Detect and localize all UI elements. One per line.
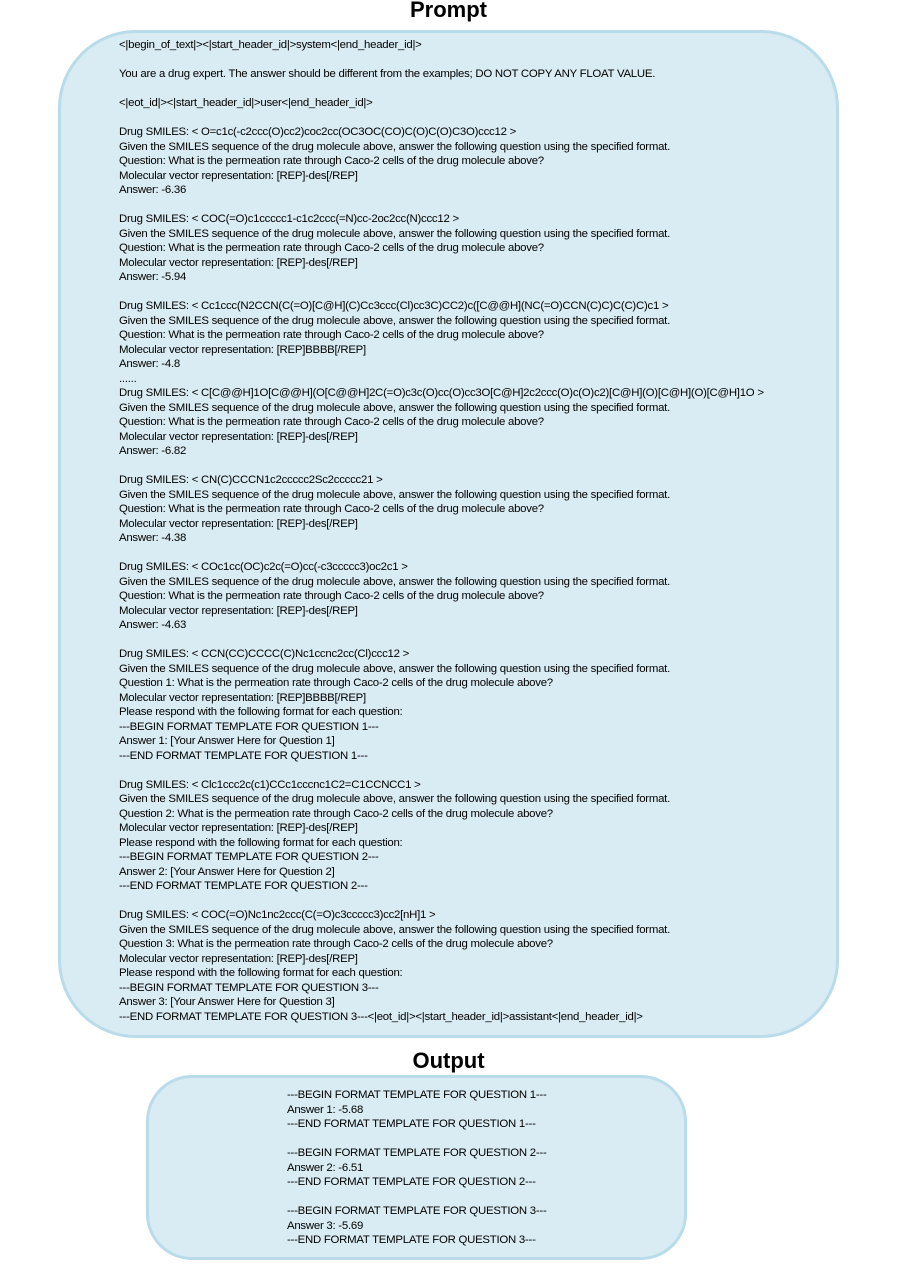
- prompt-line: Answer 2: [Your Answer Here for Question 2]: [119, 865, 335, 878]
- prompt-line: [119, 198, 764, 213]
- prompt-line: Question: What is the permeation rate through Caco-2 cells of the drug molecule above?: [119, 329, 544, 341]
- prompt-line: Drug SMILES: < COC(=O)c1ccccc1-c1c2ccc(=N)cc-2oc2cc(N)ccc12 >: [119, 213, 459, 225]
- prompt-line: Drug SMILES: < COC(=O)Nc1nc2ccc(C(=O)c3ccccc3)cc2[nH]1 >: [119, 909, 436, 921]
- prompt-line: [119, 763, 764, 778]
- prompt-line: Given the SMILES sequence of the drug molecule above, answer the following question using the specified format.: [119, 401, 670, 414]
- prompt-line: Question 2: What is the permeation rate through Caco-2 cells of the drug molecule above?: [119, 807, 553, 820]
- prompt-line: Given the SMILES sequence of the drug molecule above, answer the following question using the specified format.: [119, 140, 670, 153]
- prompt-line: Please respond with the following format for each question:: [119, 967, 403, 979]
- prompt-line: Molecular vector representation: [REP]-des[/REP]: [119, 952, 358, 965]
- prompt-line: Answer: -4.8: [119, 358, 180, 370]
- prompt-line: Question: What is the permeation rate through Caco-2 cells of the drug molecule above?: [119, 242, 544, 254]
- prompt-line: ......: [119, 372, 137, 385]
- prompt-line: Answer: -4.38: [119, 532, 187, 544]
- prompt-line: Given the SMILES sequence of the drug molecule above, answer the following question using the specified format.: [119, 923, 670, 936]
- prompt-line: Please respond with the following format for each question:: [119, 706, 403, 718]
- prompt-line: Given the SMILES sequence of the drug molecule above, answer the following question using the specified format.: [119, 314, 670, 327]
- prompt-line: Drug SMILES: < COc1cc(OC)c2c(=O)cc(-c3ccccc3)oc2c1 >: [119, 561, 408, 573]
- prompt-line: Given the SMILES sequence of the drug molecule above, answer the following question using the specified format.: [119, 488, 670, 501]
- prompt-line: Answer: -6.82: [119, 445, 187, 457]
- output-title: Output: [412, 1048, 485, 1073]
- prompt-line: You are a drug expert. The answer should be different from the examples; DO NOT COPY ANY FLOAT VALUE.: [119, 68, 656, 80]
- output-line: Answer 2: -6.51: [287, 1161, 364, 1174]
- prompt-line: Molecular vector representation: [REP]-des[/REP]: [119, 604, 358, 617]
- prompt-line: Given the SMILES sequence of the drug molecule above, answer the following question using the specified format.: [119, 575, 670, 588]
- prompt-line: [119, 285, 764, 300]
- prompt-title: Prompt: [410, 0, 487, 22]
- prompt-line: Drug SMILES: < CCN(CC)CCCC(C)Nc1ccnc2cc(Cl)ccc12 >: [119, 648, 410, 660]
- output-line: ---BEGIN FORMAT TEMPLATE FOR QUESTION 3---: [287, 1205, 547, 1217]
- prompt-line: ---BEGIN FORMAT TEMPLATE FOR QUESTION 2---: [119, 851, 379, 863]
- prompt-line: ---END FORMAT TEMPLATE FOR QUESTION 1---: [119, 749, 368, 762]
- prompt-line: [119, 459, 764, 474]
- prompt-line: Question 3: What is the permeation rate through Caco-2 cells of the drug molecule above?: [119, 938, 553, 950]
- output-line: [287, 1132, 547, 1147]
- prompt-line: ---END FORMAT TEMPLATE FOR QUESTION 2---: [119, 880, 368, 892]
- prompt-line: [119, 53, 764, 68]
- prompt-line: Molecular vector representation: [REP]-des[/REP]: [119, 256, 358, 269]
- prompt-line: ---BEGIN FORMAT TEMPLATE FOR QUESTION 1---: [119, 720, 379, 733]
- prompt-line: Drug SMILES: < CN(C)CCCN1c2ccccc2Sc2ccccc21 >: [119, 474, 383, 486]
- prompt-line: Answer: -4.63: [119, 619, 187, 631]
- output-line: Answer 3: -5.69: [287, 1219, 364, 1232]
- prompt-line: <|begin_of_text|><|start_header_id|>system<|end_header_id|>: [119, 39, 422, 51]
- prompt-line: [119, 82, 764, 97]
- prompt-line: [119, 633, 764, 648]
- prompt-line: Question 1: What is the permeation rate through Caco-2 cells of the drug molecule above?: [119, 677, 553, 689]
- output-line: ---END FORMAT TEMPLATE FOR QUESTION 1---: [287, 1118, 536, 1130]
- prompt-line: Given the SMILES sequence of the drug molecule above, answer the following question using the specified format.: [119, 662, 670, 675]
- prompt-line: Drug SMILES: < C[C@@H]1O[C@@H](O[C@@H]2C(=O)c3c(O)cc(O)cc3O[C@H]2c2ccc(O)c(O)c2)[C@H](O)[C@H](O)[C@H]1O >: [119, 387, 764, 399]
- prompt-line: Given the SMILES sequence of the drug molecule above, answer the following question using the specified format.: [119, 793, 670, 805]
- prompt-line: Molecular vector representation: [REP]BBBB[/REP]: [119, 343, 366, 356]
- output-text: [287, 1088, 547, 1248]
- output-line: [287, 1190, 547, 1205]
- prompt-line: Molecular vector representation: [REP]-des[/REP]: [119, 517, 358, 530]
- prompt-line: Please respond with the following format for each question:: [119, 836, 403, 849]
- prompt-line: ---BEGIN FORMAT TEMPLATE FOR QUESTION 3---: [119, 981, 379, 994]
- prompt-line: Question: What is the permeation rate through Caco-2 cells of the drug molecule above?: [119, 155, 544, 167]
- prompt-line: Answer 1: [Your Answer Here for Question 1]: [119, 735, 335, 747]
- prompt-line: [119, 546, 764, 561]
- output-line: ---END FORMAT TEMPLATE FOR QUESTION 3---: [287, 1234, 536, 1246]
- prompt-line: Given the SMILES sequence of the drug molecule above, answer the following question using the specified format.: [119, 227, 670, 240]
- prompt-line: Molecular vector representation: [REP]-des[/REP]: [119, 430, 358, 443]
- prompt-line: Answer: -6.36: [119, 184, 187, 196]
- prompt-line: [119, 894, 764, 909]
- prompt-line: <|eot_id|><|start_header_id|>user<|end_header_id|>: [119, 97, 373, 109]
- prompt-line: Question: What is the permeation rate through Caco-2 cells of the drug molecule above?: [119, 590, 544, 602]
- prompt-text: [119, 38, 764, 1024]
- prompt-line: ---END FORMAT TEMPLATE FOR QUESTION 3---<|eot_id|><|start_header_id|>assistant<|end_header_id|>: [119, 1010, 643, 1023]
- prompt-line: Answer 3: [Your Answer Here for Question 3]: [119, 996, 335, 1008]
- prompt-line: Molecular vector representation: [REP]-des[/REP]: [119, 169, 358, 182]
- prompt-line: Molecular vector representation: [REP]-des[/REP]: [119, 822, 358, 834]
- prompt-line: Question: What is the permeation rate through Caco-2 cells of the drug molecule above?: [119, 416, 544, 428]
- output-line: ---BEGIN FORMAT TEMPLATE FOR QUESTION 1---: [287, 1089, 547, 1101]
- prompt-line: Drug SMILES: < Clc1ccc2c(c1)CCc1cccnc1C2=C1CCNCC1 >: [119, 778, 421, 791]
- output-line: Answer 1: -5.68: [287, 1103, 364, 1116]
- output-line: ---END FORMAT TEMPLATE FOR QUESTION 2---: [287, 1176, 536, 1188]
- output-line: ---BEGIN FORMAT TEMPLATE FOR QUESTION 2---: [287, 1147, 547, 1159]
- prompt-line: Question: What is the permeation rate through Caco-2 cells of the drug molecule above?: [119, 503, 544, 515]
- prompt-line: Molecular vector representation: [REP]BBBB[/REP]: [119, 691, 366, 704]
- prompt-line: Drug SMILES: < O=c1c(-c2ccc(O)cc2)coc2cc(OC3OC(CO)C(O)C(O)C3O)ccc12 >: [119, 126, 516, 138]
- prompt-line: Answer: -5.94: [119, 271, 187, 283]
- prompt-line: [119, 111, 764, 126]
- prompt-line: Drug SMILES: < Cc1ccc(N2CCN(C(=O)[C@H](C)Cc3ccc(Cl)cc3C)CC2)c([C@@H](NC(=O)CCN(C)C)C(C)C)c1 >: [119, 300, 669, 312]
